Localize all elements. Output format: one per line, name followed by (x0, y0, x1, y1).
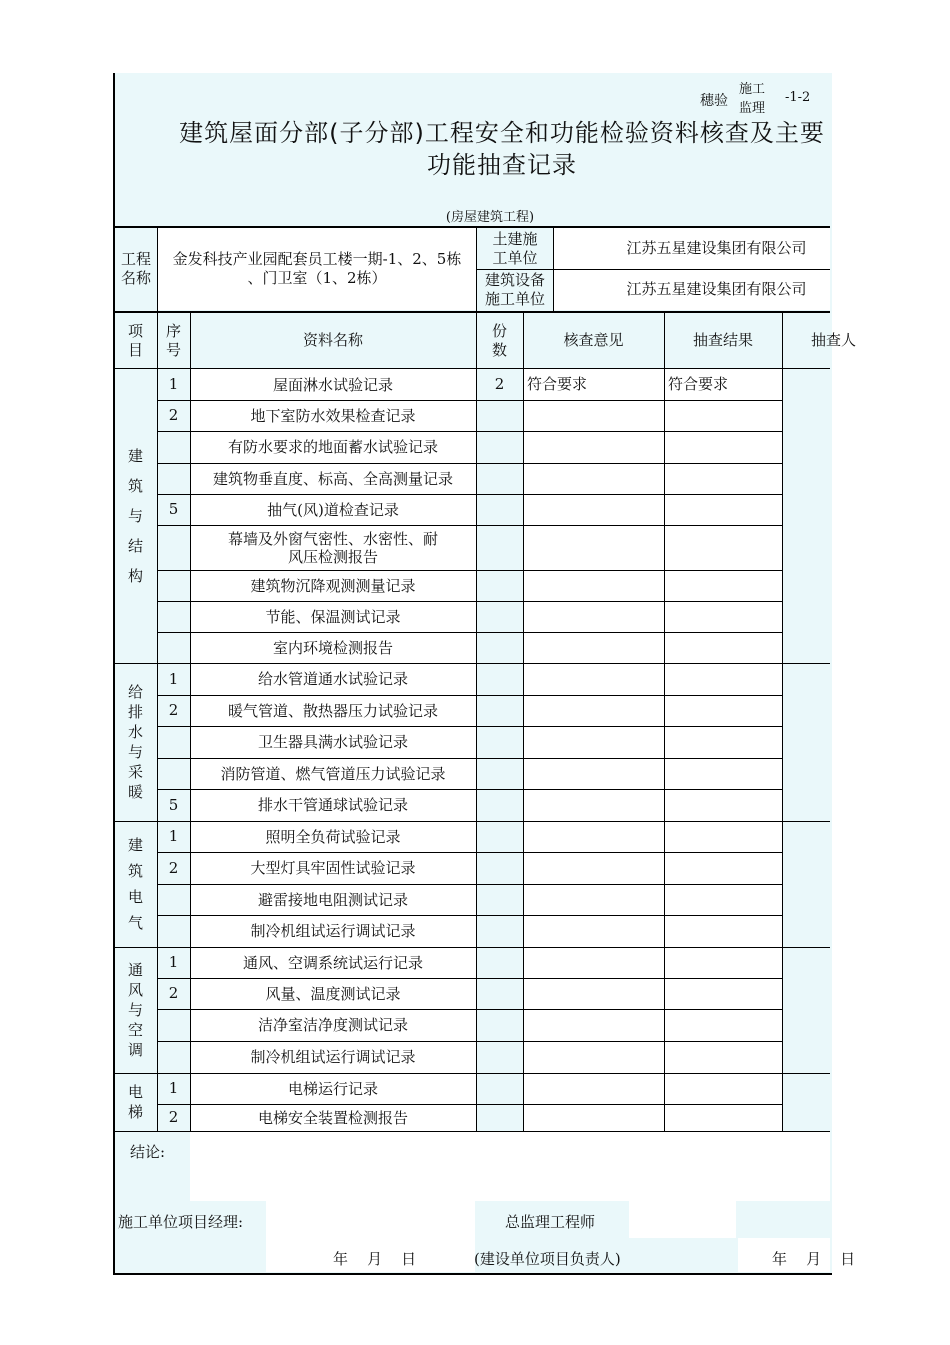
grid-line-v (664, 311, 665, 1131)
row-result (664, 726, 782, 758)
row-review: 符合要求 (527, 375, 588, 393)
row-name: 抽气(风)道检查记录 (267, 500, 399, 519)
row-review (523, 463, 664, 494)
group-label-structure: 建 筑 与 结 构 (127, 446, 143, 585)
grid-line-v (476, 311, 477, 1131)
row-review (523, 978, 664, 1009)
grid-line-v (553, 226, 554, 311)
row-seq: 2 (168, 984, 179, 1002)
row-copies (476, 1104, 523, 1131)
grid-line-h (157, 884, 782, 885)
grid-line-h (157, 1041, 782, 1042)
row-review (523, 1104, 664, 1131)
grid-line-h (113, 947, 830, 948)
grid-line-h (157, 463, 782, 464)
row-review (523, 494, 664, 525)
row-seq: 5 (168, 500, 179, 518)
row-name: 室内环境检测报告 (272, 638, 393, 657)
grid-line-h (157, 1009, 782, 1010)
row-result (664, 494, 782, 525)
row-seq: 1 (168, 827, 179, 845)
title-line-2: 功能抽查记录 (427, 151, 577, 179)
group-label-elevator: 电 梯 (127, 1083, 143, 1121)
project-name-value (158, 228, 476, 310)
col-header-name: 资料名称 (302, 331, 363, 349)
row-review (523, 431, 664, 463)
row-copies (476, 431, 523, 463)
conclusion-box (190, 1131, 830, 1201)
project-manager-label: 施工单位项目经理: (118, 1213, 244, 1231)
row-seq (157, 726, 190, 758)
civil-unit-label: 土建施 工单位 (492, 229, 538, 267)
grid-line-h (476, 269, 830, 270)
row-copies (476, 570, 523, 601)
row-result (664, 852, 782, 884)
col-header-copies: 份 数 (491, 321, 507, 359)
row-copies (476, 915, 523, 947)
grid-line-h (190, 1131, 830, 1132)
project-name-line-2: 、门卫室（1、2栋） (247, 269, 387, 287)
grid-line-h (157, 570, 782, 571)
row-result (664, 915, 782, 947)
row-seq: 5 (168, 795, 179, 814)
grid-line-h (157, 726, 782, 727)
row-copies (476, 947, 523, 978)
row-seq (157, 915, 190, 947)
row-seq (157, 525, 190, 570)
row-copies (476, 1041, 523, 1073)
grid-line-h (157, 978, 782, 979)
row-name: 制冷机组试运行调试记录 (250, 1048, 416, 1066)
row-seq (157, 463, 190, 494)
row-review (523, 915, 664, 947)
row-seq: 2 (168, 406, 179, 424)
row-seq: 1 (168, 669, 179, 688)
grid-line-h (157, 400, 782, 401)
row-result (664, 947, 782, 978)
row-name: 有防水要求的地面蓄水试验记录 (227, 438, 438, 456)
grid-line-h (157, 758, 782, 759)
row-review (523, 758, 664, 789)
grid-line-h (157, 632, 782, 633)
row-name: 电梯安全装置检测报告 (257, 1108, 408, 1127)
form-code-bottom: 监理 (739, 101, 766, 116)
row-review (523, 570, 664, 601)
row-result (664, 695, 782, 726)
row-copies (476, 400, 523, 431)
row-name: 暖气管道、散热器压力试验记录 (227, 701, 438, 720)
row-result: 符合要求 (668, 375, 729, 393)
grid-line-v (157, 311, 158, 1131)
grid-line-h (113, 1073, 830, 1074)
row-copies (476, 494, 523, 525)
group-label-electrical: 建 筑 电 气 (127, 835, 143, 932)
chief-supervisor-label: 总监理工程师 (505, 1213, 596, 1231)
row-result (664, 1104, 782, 1131)
row-seq (157, 570, 190, 601)
civil-unit-value: 江苏五星建设集团有限公司 (626, 239, 807, 257)
row-review (523, 726, 664, 758)
row-result (664, 400, 782, 431)
title-line-1: 建筑屋面分部(子分部)工程安全和功能检验资料核查及主要 (179, 119, 825, 147)
row-result (664, 525, 782, 570)
row-seq (157, 601, 190, 632)
row-copies (476, 821, 523, 852)
project-name-line-1: 金发科技产业园配套员工楼一期-1、2、5栋 (172, 250, 462, 268)
row-seq: 1 (168, 953, 179, 971)
group-label-plumbing: 给 排 水 与 采 暖 (127, 683, 143, 801)
col-header-item: 项 目 (127, 321, 143, 359)
col-header-result: 抽查结果 (692, 331, 753, 349)
row-seq: 1 (168, 1079, 179, 1097)
grid-line-h (157, 789, 782, 790)
equipment-unit-value: 江苏五星建设集团有限公司 (626, 280, 807, 298)
row-seq (157, 1009, 190, 1041)
grid-line-h (157, 695, 782, 696)
col-header-seq: 序 号 (165, 321, 181, 359)
row-review (523, 1073, 664, 1104)
row-review (523, 1041, 664, 1073)
row-review (523, 884, 664, 915)
row-name: 照明全负荷试验记录 (265, 827, 401, 846)
row-name: 电梯运行记录 (287, 1079, 378, 1098)
row-copies (476, 1009, 523, 1041)
row-review (523, 852, 664, 884)
grid-line-h (157, 1104, 782, 1105)
row-copies (476, 663, 523, 695)
row-seq (157, 758, 190, 789)
grid-line-v (157, 226, 158, 311)
row-review (523, 601, 664, 632)
grid-line-h (113, 311, 830, 313)
grid-line-h (157, 494, 782, 495)
grid-line-h (157, 915, 782, 916)
row-review (523, 789, 664, 821)
row-name: 通风、空调系统试运行记录 (242, 953, 423, 972)
row-name: 大型灯具牢固性试验记录 (250, 859, 416, 877)
row-copies (476, 726, 523, 758)
row-name: 节能、保温测试记录 (265, 607, 401, 626)
row-result (664, 758, 782, 789)
row-result (664, 632, 782, 663)
row-name: 消防管道、燃气管道压力试验记录 (220, 764, 446, 783)
row-review (523, 400, 664, 431)
row-seq (157, 1041, 190, 1073)
row-review (523, 525, 664, 570)
grid-line-h (113, 226, 830, 228)
row-result (664, 1009, 782, 1041)
form-code-prefix: 穗验 (700, 93, 728, 109)
row-name: 排水干管通球试验记录 (257, 796, 408, 814)
grid-line-v (782, 311, 783, 1131)
row-copies (476, 525, 523, 570)
row-seq: 2 (168, 858, 179, 877)
grid-line-v (476, 226, 477, 311)
grid-line-h (113, 821, 830, 822)
row-copies (476, 978, 523, 1009)
row-result (664, 821, 782, 852)
row-result (664, 978, 782, 1009)
row-copies (476, 601, 523, 632)
row-copies (476, 852, 523, 884)
grid-line-v (190, 311, 191, 1131)
col-header-inspector: 抽查人 (811, 331, 857, 349)
row-review (523, 821, 664, 852)
row-review (523, 1009, 664, 1041)
row-copies (476, 632, 523, 663)
row-seq: 2 (168, 1108, 179, 1126)
row-copies (476, 789, 523, 821)
grid-line-h (113, 368, 830, 369)
row-seq (157, 632, 190, 663)
row-name: 洁净室洁净度测试记录 (257, 1016, 408, 1034)
project-name-label: 工程 名称 (120, 250, 151, 287)
owner-representative-label: (建设单位项目负责人) (474, 1250, 621, 1268)
row-result (664, 601, 782, 632)
row-seq (157, 431, 190, 463)
date-left: 年 月 日 (333, 1250, 417, 1268)
row-seq (157, 884, 190, 915)
row-name: 地下室防水效果检查记录 (250, 406, 416, 425)
row-name: 卫生器具满水试验记录 (257, 733, 408, 751)
row-copies (476, 463, 523, 494)
signature-box-mid (629, 1201, 736, 1238)
row-name: 给水管道通水试验记录 (257, 670, 408, 688)
row-seq: 2 (168, 701, 179, 719)
row-copies (476, 1073, 523, 1104)
equipment-unit-label: 建筑设备 施工单位 (484, 270, 545, 308)
row-result (664, 663, 782, 695)
row-name: 幕墙及外窗气密性、水密性、耐 风压检测报告 (227, 529, 438, 566)
row-review (523, 947, 664, 978)
row-copies: 2 (494, 375, 505, 393)
row-result (664, 570, 782, 601)
row-result (664, 789, 782, 821)
row-name: 屋面淋水试验记录 (272, 375, 393, 394)
form-code-top: 施工 (739, 82, 766, 97)
row-review (523, 632, 664, 663)
grid-line-h (157, 525, 782, 526)
grid-line-v (523, 311, 524, 1131)
grid-line-h (157, 852, 782, 853)
form-code-suffix: -1-2 (785, 90, 811, 105)
grid-line-h (157, 601, 782, 602)
row-name: 建筑物垂直度、标高、全高测量记录 (212, 469, 453, 488)
row-name: 避雷接地电阻测试记录 (257, 890, 408, 909)
group-label-hvac: 通 风 与 空 调 (127, 961, 143, 1059)
row-copies (476, 695, 523, 726)
row-name: 风量、温度测试记录 (265, 984, 401, 1003)
conclusion-label: 结论: (130, 1143, 166, 1161)
row-review (523, 663, 664, 695)
row-result (664, 1073, 782, 1104)
date-right: 年 月 日 (772, 1250, 856, 1268)
grid-line-h (113, 663, 830, 664)
form-title (142, 117, 862, 181)
row-copies (476, 884, 523, 915)
grid-line-h (157, 431, 782, 432)
row-name: 制冷机组试运行调试记录 (250, 922, 416, 940)
row-seq: 1 (168, 375, 179, 393)
row-copies (476, 758, 523, 789)
row-result (664, 1041, 782, 1073)
row-result (664, 431, 782, 463)
col-header-review: 核查意见 (563, 331, 624, 349)
row-review (523, 695, 664, 726)
row-result (664, 884, 782, 915)
row-result (664, 463, 782, 494)
row-name: 建筑物沉降观测测量记录 (250, 576, 416, 595)
form-subtitle: (房屋建筑工程) (445, 210, 535, 225)
